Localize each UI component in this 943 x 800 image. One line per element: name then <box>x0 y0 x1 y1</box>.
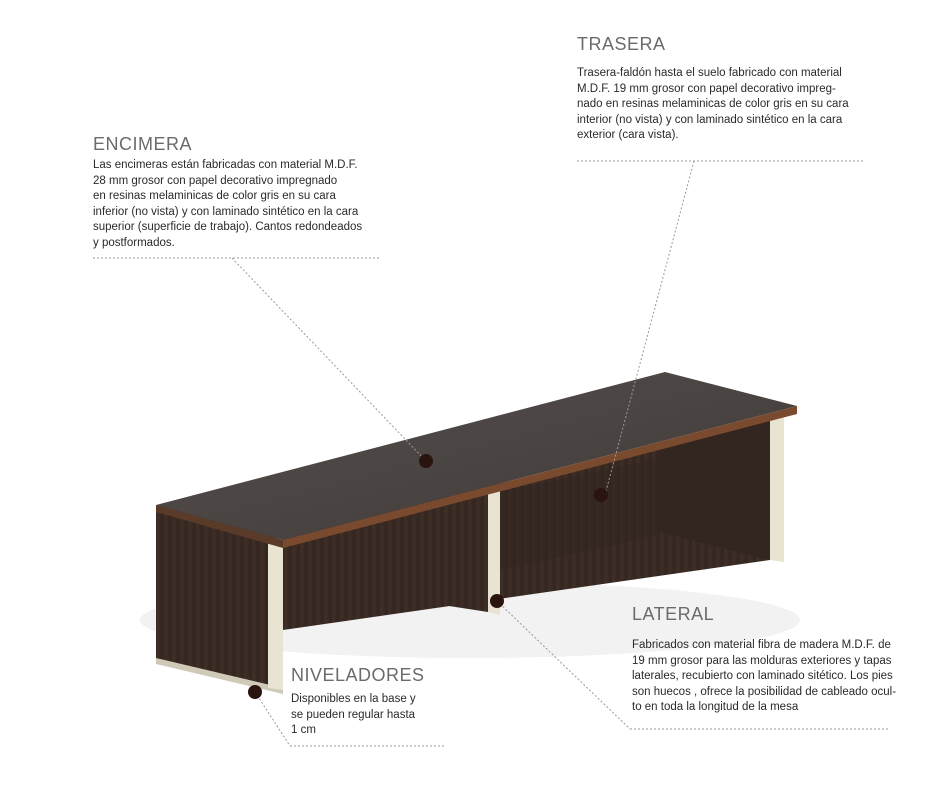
encimera-dot <box>419 454 433 468</box>
trasera-line: Trasera-faldón hasta el suelo fabricado con material <box>577 67 842 79</box>
niveladores-line: se pueden regular hasta <box>291 708 416 721</box>
encimera-line: inferior (no vista) y con laminado sintético en la cara <box>93 205 359 218</box>
lateral-line: son huecos , ofrece la posibilidad de cableado ocul- <box>632 685 897 698</box>
lateral-dot <box>490 594 504 608</box>
niveladores-title: NIVELADORES <box>291 665 425 685</box>
encimera-line: 28 mm grosor con papel decorativo impregnado <box>93 174 338 187</box>
right-leg-frame <box>770 414 784 562</box>
encimera-line: en resinas melaminicas de color gris en su cara <box>93 190 336 202</box>
trasera-description <box>577 66 849 144</box>
trasera-line: exterior (cara vista). <box>577 129 679 141</box>
trasera-line: interior (no vista) y con laminado sintético en la cara <box>577 113 843 126</box>
trasera-dot <box>594 488 608 502</box>
niveladores-line: 1 cm <box>291 724 316 736</box>
trasera-line: M.D.F. 19 mm grosor con papel decorativo impreg- <box>577 82 836 95</box>
encimera-title: ENCIMERA <box>93 134 193 154</box>
niveladores-dot <box>248 685 262 699</box>
niveladores-leader <box>255 692 290 746</box>
encimera-description <box>93 158 362 251</box>
lateral-description <box>632 638 896 716</box>
trasera-title: TRASERA <box>577 34 666 54</box>
encimera-line: superior (superficie de trabajo). Cantos redondeados <box>93 221 363 233</box>
encimera-line: y postformados. <box>93 236 175 249</box>
lateral-line: 19 mm grosor para las molduras exteriores y tapas <box>632 654 892 667</box>
trasera-line: nado en resinas melaminicas de color gris en su cara <box>577 98 849 110</box>
niveladores-description <box>291 692 416 739</box>
lateral-line: to en toda la longitud de la mesa <box>632 701 799 713</box>
lateral-title: LATERAL <box>632 604 715 624</box>
lateral-line: laterales, recubierto con laminado sitético. Los pies <box>632 670 893 682</box>
left-leg-frame <box>268 536 283 690</box>
encimera-line: Las encimeras están fabricadas con material M.D.F. <box>93 159 358 171</box>
lateral-line: Fabricados con material fibra de madera M.D.F. de <box>632 639 891 651</box>
niveladores-line: Disponibles en la base y <box>291 693 416 705</box>
encimera-leader <box>232 258 426 461</box>
